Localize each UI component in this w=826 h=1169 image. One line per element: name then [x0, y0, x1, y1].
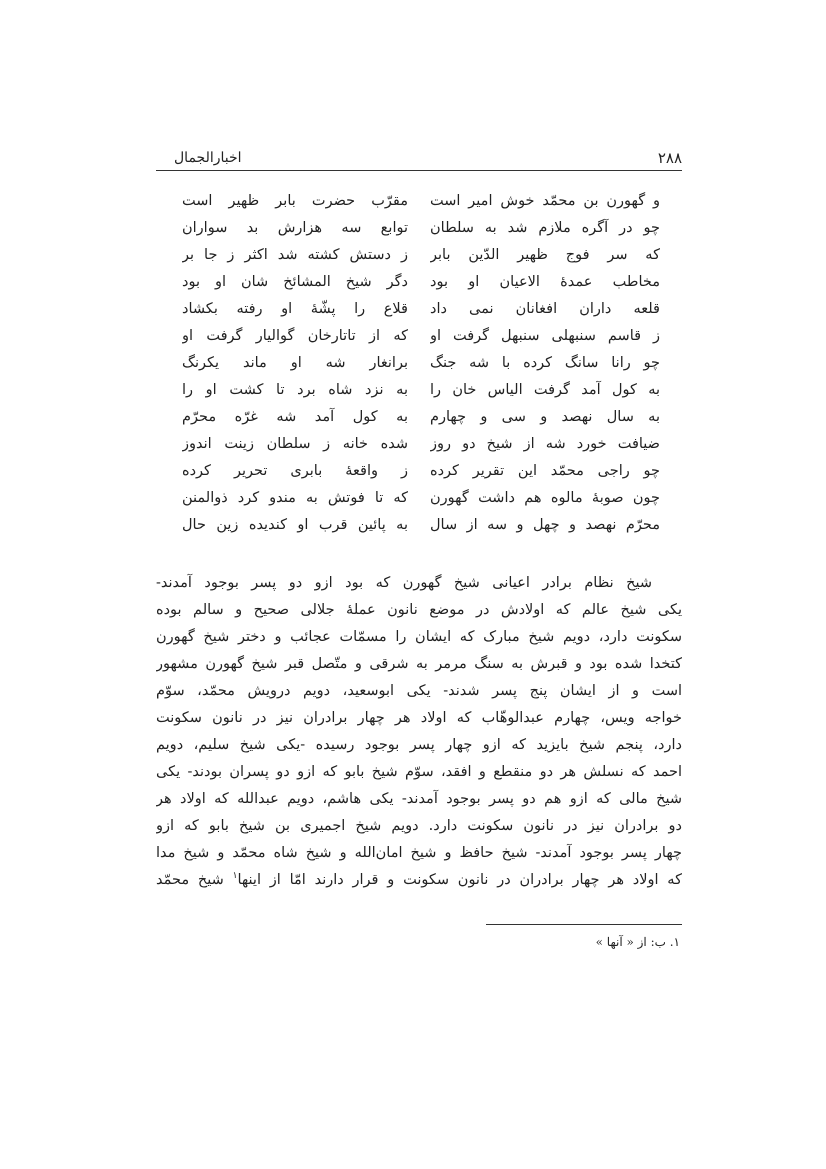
first-hemistich: و گهورن بن محمّد خوش امیر است: [430, 193, 660, 209]
prose-line: کتخدا شده بود و قبرش به سنگ مرمر به شرقی و متّصل قبر شیخ گهورن مشهور: [156, 656, 682, 672]
prose-line: شیخ نظام برادر اعیانی شیخ گهورن که بود ازو دو پسر بوجود آمدند-: [156, 575, 652, 591]
second-hemistich: به پائین قرب او کندیده زین حال: [182, 517, 408, 533]
verse-line: [156, 485, 682, 512]
prose-line: شیخ مالی که ازو هم دو پسر بوجود آمدند- یکی هاشم، دویم عبدالله که اولاد هر: [156, 791, 682, 807]
second-hemistich: مقرّب حضرت بابر ظهیر است: [182, 193, 408, 209]
verse-line: [156, 242, 682, 269]
second-hemistich: برانغار شه او ماند یکرنگ: [182, 355, 408, 371]
prose-text: شیخ محمّد: [156, 872, 233, 888]
first-hemistich: محرّم نهصد و چهل و سه از سال: [430, 517, 660, 533]
verse-line: [156, 377, 682, 404]
page-header: [156, 146, 682, 171]
prose-line: دارد، پنجم شیخ بایزید که ازو چهار پسر بوجود رسیده -یکی شیخ سلیم، دویم: [156, 737, 682, 753]
verse-block: [156, 188, 682, 566]
verse-line: [156, 404, 682, 431]
second-hemistich: ز واقعهٔ بابری تحریر کرده: [182, 463, 408, 479]
prose-line: است و از ایشان پنج پسر شدند- یکی ابوسعید، دویم درویش محمّد، سوّم: [156, 683, 682, 699]
prose-line-last: [156, 867, 682, 894]
verse-line: [156, 431, 682, 458]
first-hemistich: چون صوبهٔ مالوه هم داشت گهورن: [430, 490, 660, 506]
prose-line: دو برادران نیز در نانون سکونت دارد. دویم شیخ اجمیری بن شیخ بابو که ازو: [156, 818, 682, 834]
first-hemistich: قلعه داران افغانان نمی داد: [430, 301, 660, 317]
second-hemistich: قلاع را پشّهٔ او رفته بکشاد: [182, 301, 408, 317]
prose-text: که اولاد هر چهار برادران در نانون سکونت و قرار دارند امّا از اینها: [237, 872, 682, 888]
footnote: ۱. ب: از « آنها »: [595, 935, 680, 949]
page-number: ۲۸۸: [657, 149, 682, 167]
verse-line: [156, 188, 682, 215]
first-hemistich: ز قاسم سنبهلی سنبهل گرفت او: [430, 328, 660, 344]
verse-line: [156, 269, 682, 296]
first-hemistich: چو در آگره ملازم شد به سلطان: [430, 220, 660, 236]
running-title: اخبارالجمال: [174, 150, 242, 166]
verse-line: [156, 350, 682, 377]
second-hemistich: ز دستش کشته شد اکثر ز جا بر: [182, 247, 408, 263]
first-hemistich: چو رانا سانگ کرده با شه جنگ: [430, 355, 660, 371]
verse-line: [156, 458, 682, 485]
prose-paragraph: [156, 570, 682, 908]
prose-line: یکی شیخ عالم که اولادش در موضع نانون عملهٔ جلالی صحیح و سالم بوده: [156, 602, 682, 618]
second-hemistich: که از تاتارخان گوالیار گرفت او: [182, 328, 408, 344]
verse-line: [156, 323, 682, 350]
first-hemistich: به سال نهصد و سی و چهارم: [430, 409, 660, 425]
verse-line: [156, 215, 682, 242]
verse-line: [156, 512, 682, 539]
second-hemistich: شده خانه ز سلطان زینت اندوز: [182, 436, 408, 452]
prose-line: احمد که نسلش هر دو منقطع و افقد، سوّم شیخ بابو که ازو دو پسران بودند- یکی: [156, 764, 682, 780]
verse-line: [156, 296, 682, 323]
first-hemistich: به کول آمد گرفت الیاس خان را: [430, 382, 660, 398]
footnote-reference[interactable]: ۱: [232, 871, 238, 882]
second-hemistich: به کول آمد شه غرّه محرّم: [182, 409, 408, 425]
prose-line: سکونت دارد، دویم شیخ مبارک که ایشان را مسمّات عجائب و دختر شیخ گهورن: [156, 629, 682, 645]
first-hemistich: مخاطب عمدهٔ الاعیان او بود: [430, 274, 660, 290]
first-hemistich: چو راجی محمّد این تقریر کرده: [430, 463, 660, 479]
first-hemistich: ضیافت خورد شه از شیخ دو روز: [430, 436, 660, 452]
prose-line: چهار پسر بوجود آمدند- شیخ حافظ و شیخ امان‌الله و شیخ شاه محمّد و شیخ مدا: [156, 845, 682, 861]
second-hemistich: که تا فوتش به مندو کرد ذوالمنن: [182, 490, 408, 506]
prose-line: خواجه ویس، چهارم عبدالوهّاب که اولاد هر چهار برادران نیز در نانون سکونت: [156, 710, 682, 726]
second-hemistich: به نزد شاه برد تا کشت او را: [182, 382, 408, 398]
second-hemistich: توابع سه هزارش بد سواران: [182, 220, 408, 236]
second-hemistich: دگر شیخ المشائخ شان او بود: [182, 274, 408, 290]
first-hemistich: که سر فوج ظهیر الدّین بابر: [430, 247, 660, 263]
footnote-divider: [486, 924, 682, 925]
